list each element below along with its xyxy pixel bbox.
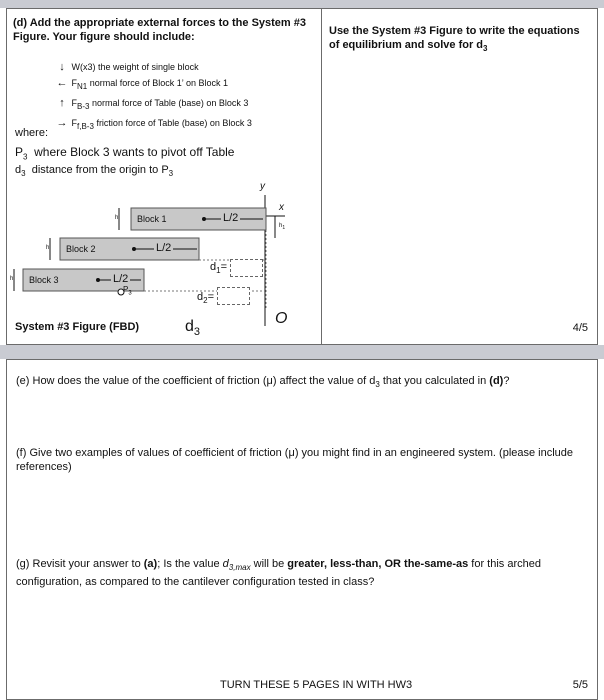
h-label-b2: h [46, 245, 50, 251]
fbd-figure [7, 9, 323, 346]
force-weight: ↓ W(x3) the weight of single block [55, 59, 315, 75]
h1-label: $h_1$ [279, 223, 286, 232]
cg-dot-b1 [202, 217, 206, 221]
force-fn1: ← $F_{N1}$ normal force of Block 1’ on Block 1 [56, 77, 228, 91]
up-arrow-icon: ↑ [59, 96, 65, 109]
p3-definition: $P_3$ where Block 3 wants to pivot off Table [15, 145, 235, 162]
part-e-question: (e) How does the value of the coefficient of friction (μ) affect the value of $d_3$ that you calculated in (d)? [16, 375, 510, 390]
equilibrium-panel [321, 8, 598, 345]
d3-figure-label: $d_3$ [185, 318, 201, 339]
right-arrow-icon: → [56, 116, 68, 129]
cg-dot-b3 [96, 278, 100, 282]
d1-label: $d_1=$ [210, 261, 228, 276]
x-axis-label: x [279, 202, 284, 213]
y-axis-label: y [260, 181, 265, 192]
middle-band [0, 345, 604, 359]
top-band [0, 0, 604, 8]
origin-label: O [275, 310, 288, 327]
d1-answer-box[interactable] [230, 259, 263, 277]
page-number-5: 5/5 [572, 679, 588, 691]
h-label-b1: h [115, 215, 119, 221]
part-g-question: (g) Revisit your answer to (a); Is the value $d_{3,max}$ will be greater, less-than, OR the-same-as for this arched configuration, as compared to the cantilever configuration tested in class? [16, 558, 541, 589]
block1-label: Block 1 [137, 214, 167, 224]
p3-label: $P_3$ [123, 285, 132, 297]
l2-label-b3: L/2 [113, 273, 129, 285]
cg-dot-b2 [132, 247, 136, 251]
l2-label-b2: L/2 [156, 242, 172, 254]
down-arrow-icon: ↓ [59, 61, 65, 73]
d3-definition: $d_3$ distance from the origin to $P_3$ [15, 164, 174, 179]
left-arrow-icon: ← [56, 77, 68, 89]
figure-caption: System #3 Figure (FBD) [15, 321, 140, 333]
d2-answer-box[interactable] [217, 287, 250, 305]
force-fb3: ↑ $F_{B-3}$ normal force of Table (base) on Block 3 [55, 95, 315, 115]
questions-panel [6, 359, 598, 700]
force-ffb3: → $F_{f,B-3}$ friction force of Table (base) on Block 3 [56, 116, 252, 131]
part-d-title: (d) Add the appropriate external forces to the System #3 Figure. Your figure should include: [13, 17, 306, 43]
block3-label: Block 3 [29, 275, 59, 285]
turn-in-note: TURN THESE 5 PAGES IN WITH HW3 [220, 679, 413, 691]
part-f-question: (f) Give two examples of values of coefficient of friction (μ) you might find in an engineered system. (please include references) [16, 447, 574, 473]
d2-label: $d_2=$ [197, 291, 215, 306]
block2-label: Block 2 [66, 244, 96, 254]
equilibrium-instruction: Use the System #3 Figure to write the equations of equilibrium and solve for $d_3$ [329, 25, 580, 54]
part-d-panel [6, 8, 322, 345]
page-number-4: 4/5 [572, 322, 588, 334]
h-label-b3: h [10, 276, 14, 282]
l2-label-b1: L/2 [223, 212, 239, 224]
where-label: where: [15, 127, 49, 139]
